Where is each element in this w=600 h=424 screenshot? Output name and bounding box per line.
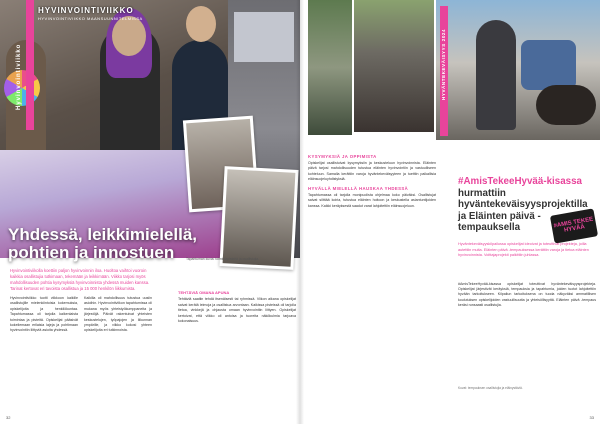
article-lead: Hyväntekeväisyyskilpailussa opiskelijat ideoivat ja toteuttivat projekteja, joilla autettiin muita. Eläinten päivä -tempauksessa kerättiin varoja ja tietoa eläinten hyvinvoinnista. Voittajaprojekti palkittiin juhlassa. — [458, 242, 589, 258]
photo-person-head — [186, 6, 216, 42]
right-photo-group — [308, 0, 436, 145]
page-number: 33 — [589, 415, 594, 420]
article-lead: Hyvinvointiviikolla koettiin paljon hyvinvoinnin iloa. Huoltoa vaihtoi vuoroin kaikkia osallistujia tutkimaan, tekemään ja leikkimään. Viikko tarjosi myös mahdollisuuden pohtia kysymyksiä hyvinvoinnista yhdessä muiden kanssa. Tarinat kertovat eri tavoista osallistua ja 15 000 henkilön liikkumista. — [10, 268, 150, 291]
page-gutter — [296, 0, 304, 424]
photo-caption: Tapahtuman kuvia: toimintapisteitä ja osallistujia. — [186, 257, 260, 261]
column-text: Tehtäviä saatiin tehdä itsenäisesti tai ryhmissä. Viikon aikana opiskelijat saivat kerätä leimoja ja osallistua arvontaan. Kaikissa pisteissä oli tarjolla tietoa, vinkkejä ja ohjausta omaan hyvinvointiin liittyen. Opiskelijat kertoivat, että viikko oli antoisa ja tuoreita näkökulmia tarjoava kokonaisuus. — [178, 297, 296, 324]
amis-tekee-hyvaa-logo — [550, 208, 598, 243]
body-column-1: Hyvinvointiviikko tuotti viikkoon kaikille osallistujille mielenkiintoisia kokemuksia, opiskelijoita ja henkilökuntaa. Tapahtumassa oli tarjolla kaikenlaista toimintaa ja pisteitä. Opiskelijat pääsivät kokeilemaan erilaisia lajeja ja pohtimaan hyvinvointiin liittyviä asioita yhdessä. — [10, 296, 78, 333]
prize-wheel — [4, 70, 40, 106]
photo-dog — [536, 85, 596, 125]
headline-rest: hurmattiin hyväntekeväisyysprojektilla ja Eläinten päivä -tempauksella — [458, 187, 588, 233]
brand-subtitle: HYVINVOINTIVIIKKO MAANSUUNNITELMISSA — [38, 16, 143, 21]
article-body: #AmisTekeeHyvää-kisassa opiskelijat toteuttivat hyväntekeväisyysprojekteja. Opiskelijat järjestivät keräyksiä, tempauksia ja tapahtumia, joiden tuotot lahjoitettiin hyvään tarkoitukseen. Kilpailun tarkoituksena on tuoda näkyväksi ammatillisen koulutuksen opiskelijoiden vastuullisuutta ja yhteisöllisyyttä. Eläinten päivä -tempaus keräsi runsaasti osallistujia. — [458, 282, 596, 307]
column-subhead: HYVÄLLÄ MIELELLÄ HAUSKAA YHDESSÄ — [308, 186, 409, 192]
brand-strip — [26, 0, 34, 130]
logo-text: #AMIS TEKEE HYVÄÄ — [553, 216, 594, 234]
column-subhead: TEHTÄVIÄ OMANA APUNA — [178, 290, 230, 295]
page-number: 32 — [6, 415, 11, 420]
column-text: Tapahtumassa oli tarjolla monipuolista ohjelmaa koko päiväksi. Osallistujat saivat silittää koiria, tutustua eläinten hoitoon ja keskustella asiantuntijoiden kanssa. Kaikki keräyksestä saadut varat lahjoitettiin eläinsuojeluun. — [308, 193, 436, 208]
screen-in-photo — [234, 12, 294, 62]
headline-hashtag: #AmisTekeeHyvää-kisassa — [458, 176, 583, 187]
brand-vertical-label: Hyvinvointiviikko — [16, 43, 22, 110]
photo-caption: Kuvat: tempauksen osallistujia ja eläinystäviä. — [458, 386, 523, 390]
photo-student — [308, 0, 352, 135]
right-left-column — [308, 150, 436, 209]
column-text: Opiskelijat osallistuivat kysymyksiin ja keskusteluun hyvinvoinnista. Eläinten päivä tarjosi mahdollisuuden tutustua eläinten hyvinvointiin ja vastuulliseen kohteluun. Samalla kerättiin varoja hyväntekeväisyyteen ja tuettiin paikallisia eläinsuojeluyhdistyksiä. — [308, 161, 436, 181]
vertical-label: HYVÄNTEKEVÄISYYS 2024 — [441, 28, 446, 100]
body-column-3 — [178, 290, 296, 324]
photo-person — [476, 20, 516, 130]
brand-title: HYVINVOINTIVIIKKO — [38, 6, 134, 15]
photo-event — [354, 0, 434, 132]
article-headline: Yhdessä, leikkimielellä, pohtien ja innostuen — [8, 225, 198, 262]
photo-stroller — [521, 40, 576, 90]
column-subhead: KYSYMYKSIÄ JA OPPIMISTA — [308, 154, 377, 159]
photo-person-head — [112, 16, 146, 56]
photo-animal-day — [436, 0, 600, 140]
body-column-2: Kaikilla oli mahdollisuus tutustua uusiin asioihin. Hyvinvointiviikon tapahtumissa oli mukana myös yhteistyökumppaneita ja järjestöjä. Päivät rakentuivat yhteisten keskustelujen, työpajojen ja liikunnan ympärille, ja viikko kokosi yhteen opiskelijoita eri tutkinnoista. — [84, 296, 152, 333]
right-page — [300, 0, 600, 424]
